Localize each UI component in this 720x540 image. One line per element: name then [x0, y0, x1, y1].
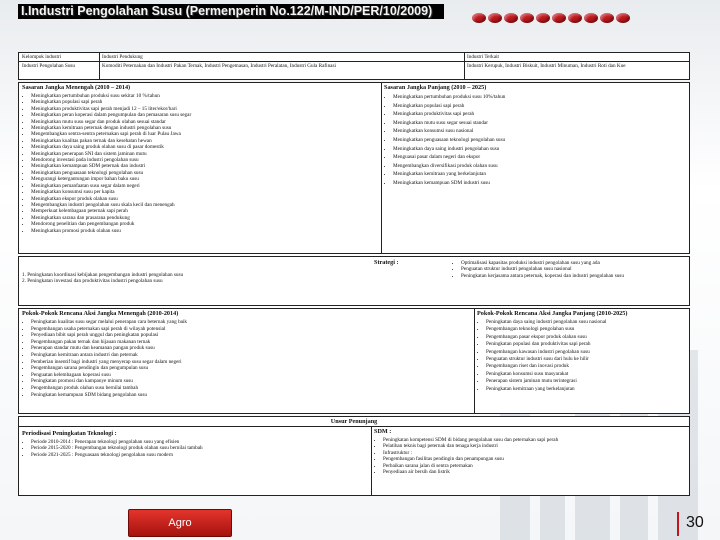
list-item: • Meningkatkan kemitraan yang berkelanjutan	[393, 170, 686, 179]
red-dot-icon	[520, 13, 534, 23]
strategy-label: Strategi :	[374, 259, 399, 266]
table-cell-kelompok: Industri Pengolahan Susu	[22, 63, 76, 69]
list-item: • Penyediaan bibit sapi perah unggul dan peningkatan populasi	[31, 332, 471, 339]
long-term-targets	[381, 83, 689, 251]
list-item: • Mengembangkan diversifikasi produk olahan susu	[393, 162, 686, 171]
strategy-item: 1. Peningkatan koordinasi kebijakan pengembangan industri pengolahan susu	[22, 272, 184, 278]
list-item: • Meningkatkan populasi sapi perah	[393, 102, 686, 111]
agro-button[interactable]: Agro	[128, 509, 232, 537]
list-item: • Meningkatkan daya saing industri pengolahan susu	[393, 145, 686, 154]
strategy-item: • Peningkatan kerjasama antara peternak, koperasi dan industri pengolahan susu	[461, 273, 686, 279]
sdm-title: SDM :	[374, 428, 392, 435]
list-item: • Pengembangan pasar ekspor produk olahan susu	[486, 334, 686, 341]
page-number: 30	[686, 514, 704, 531]
short-term-list	[22, 93, 378, 234]
list-item: • Meningkatkan ekspor produk olahan susu	[31, 196, 378, 202]
red-dot-icon	[584, 13, 598, 23]
list-item: • Periode 2021-2025 : Penguasaan teknologi pengolahan susu modern	[31, 452, 368, 458]
long-term-plan	[474, 309, 689, 411]
list-item: • Meningkatkan produktivitas sapi perah menjadi 12 – 15 liter/ekor/hari	[31, 106, 378, 112]
mid-plan-heading: Pokok-Pokok Rencana Aksi Jangka Menengah (2010-2014)	[22, 310, 179, 317]
mid-term-plan	[19, 309, 474, 411]
list-item: • Meningkatkan mutu susu segar sesuai standar	[393, 119, 686, 128]
sdm-infra	[371, 427, 689, 476]
list-item: • Meningkatkan pertumbuhan produksi susu sekitar 10 %/tahun	[31, 93, 378, 99]
list-item: • Mengurangi ketergantungan impor bahan baku susu	[31, 176, 378, 182]
action-plan-section	[18, 308, 690, 414]
strategy-item: • Penguatan struktur industri pengolahan susu nasional	[461, 266, 686, 272]
support-section	[18, 416, 690, 496]
red-dot-icon	[488, 13, 502, 23]
list-item: • Meningkatkan daya saing produk olahan susu di pasar domestik	[31, 144, 378, 150]
list-item: • Pengembangan sarana pendingin dan pengumpulan susu	[31, 365, 471, 372]
list-item: • Peningkatan kemampuan SDM bidang pengolahan susu	[31, 392, 471, 399]
list-item: • Peningkatan populasi dan produktivitas sapi perah	[486, 341, 686, 348]
red-dot-icon	[504, 13, 518, 23]
list-item: • Memperkuat kelembagaan peternak sapi perah	[31, 208, 378, 214]
list-item: • Meningkatkan mutu susu segar dan produk olahan sesuai standar	[31, 119, 378, 125]
list-item: • Pelatihan teknis bagi peternak dan tenaga kerja industri	[383, 443, 686, 449]
list-item: • Meningkatkan promosi produk olahan susu	[31, 228, 378, 234]
strategy-right	[449, 258, 689, 280]
targets-section	[18, 82, 690, 254]
list-item: • Peningkatan daya saing industri pengolahan susu nasional	[486, 319, 686, 326]
short-term-targets	[19, 83, 381, 251]
support-heading: Unsur Penunjang	[330, 418, 378, 425]
decorative-dots	[472, 13, 630, 23]
list-item: • Meningkatkan populasi sapi perah	[31, 99, 378, 105]
list-item: • Pengembangan produk olahan susu bernilai tambah	[31, 385, 471, 392]
long-term-list	[384, 93, 686, 188]
table-cell-pendukung: Komoditi Peternakan dan Industri Pakan Ternak, Industri Pengemasan, Industri Peralatan, Industri Gula Rafinasi	[102, 63, 336, 69]
list-item: • Periode 2015-2020 : Pengembangan teknologi produk olahan susu bernilai tambah	[31, 445, 368, 451]
list-item: • Penguatan struktur industri susu dari hulu ke hilir	[486, 356, 686, 363]
table-header-kelompok: Kelompok industri	[22, 54, 62, 60]
list-item: • Penerapan standar mutu dan keamanan pangan produk susu	[31, 345, 471, 352]
list-item: • Meningkatkan konsumsi susu nasional	[393, 127, 686, 136]
list-item: • Penerapan sistem jaminan mutu terintegrasi	[486, 378, 686, 385]
red-dot-icon	[600, 13, 614, 23]
strategy-item: 2. Peningkatan investasi dan produktivitas industri pengolahan susu	[22, 278, 163, 285]
industry-table	[18, 52, 690, 80]
list-item: • Meningkatkan kemitraan peternak dengan industri pengolahan susu	[31, 125, 378, 131]
list-item: • Meningkatkan penguasaan teknologi pengolahan susu	[31, 170, 378, 176]
list-item: • Meningkatkan penguasaan teknologi pengolahan susu	[393, 136, 686, 145]
list-item: • Pengembangan kawasan industri pengolahan susu	[486, 349, 686, 356]
page-number-rule	[677, 512, 679, 536]
red-dot-icon	[616, 13, 630, 23]
list-item: • Meningkatkan kemampuan SDM peternak dan industri	[31, 163, 378, 169]
long-plan-heading: Pokok-Pokok Rencana Aksi Jangka Panjang (2010-2025)	[477, 310, 628, 317]
list-item: • Meningkatkan pertumbuhan produksi susu 10%/tahun	[393, 93, 686, 102]
list-item: • Pengembangan fasilitas pendingin dan penampungan susu	[383, 456, 686, 462]
long-term-heading: Sasaran Jangka Panjang (2010 – 2025)	[384, 84, 487, 91]
list-item: • Peningkatan kualitas susu segar melalui penerapan cara beternak yang baik	[31, 319, 471, 326]
table-header-pendukung: Industri Pendukung	[102, 54, 143, 60]
list-item: • Peningkatan kemitraan yang berkelanjutan	[486, 386, 686, 393]
strategy-item: • Optimalisasi kapasitas produksi industri pengolahan susu yang ada	[461, 260, 686, 266]
list-item: • Perbaikan sarana jalan di sentra peternakan	[383, 463, 686, 469]
strategy-section	[18, 256, 690, 306]
list-item: • Infrastruktur :	[383, 450, 686, 456]
list-item: • Penyediaan air bersih dan listrik	[383, 469, 686, 475]
list-item: • Meningkatkan konsumsi susu per kapita	[31, 189, 378, 195]
list-item: • Peningkatan konsumsi susu masyarakat	[486, 371, 686, 378]
red-dot-icon	[568, 13, 582, 23]
list-item: • Meningkatkan kualitas pakan ternak dan kesehatan hewan	[31, 138, 378, 144]
list-item: • Pengembangan riset dan inovasi produk	[486, 363, 686, 370]
red-dot-icon	[472, 13, 486, 23]
tech-periods	[19, 429, 371, 459]
strategy-left	[19, 271, 349, 286]
list-item: • Meningkatkan kemampuan SDM industri susu	[393, 179, 686, 188]
list-item: • Meningkatkan penerapan SNI dan sistem jaminan mutu	[31, 151, 378, 157]
list-item: • Mengembangkan industri pengolahan susu skala kecil dan menengah	[31, 202, 378, 208]
red-dot-icon	[552, 13, 566, 23]
list-item: • Penguatan kelembagaan koperasi susu	[31, 372, 471, 379]
list-item: • Meningkatkan sarana dan prasarana pendukung	[31, 215, 378, 221]
list-item: • Meningkatkan produktivitas sapi perah	[393, 110, 686, 119]
slide-title: I.Industri Pengolahan Susu (Permenperin No.122/M-IND/PER/10/2009)	[18, 4, 444, 19]
list-item: • Periode 2010-2014 : Penerapan teknologi pengolahan susu yang efisien	[31, 439, 368, 445]
tech-periods-title: Periodisasi Peningkatan Teknologi :	[22, 430, 117, 437]
short-term-heading: Sasaran Jangka Menengah (2010 – 2014)	[22, 84, 131, 91]
list-item: • Pengembangan teknologi pengolahan susu	[486, 326, 686, 333]
list-item: • Meningkatkan peran koperasi dalam pengumpulan dan pemasaran susu segar	[31, 112, 378, 118]
list-item: • Meningkatkan pemanfaatan susu segar dalam negeri	[31, 183, 378, 189]
list-item: • Peningkatan kemitraan antara industri dan peternak	[31, 352, 471, 359]
list-item: • Mengembangkan sentra-sentra peternakan sapi perah di luar Pulau Jawa	[31, 131, 378, 137]
list-item: • Peningkatan kompetensi SDM di bidang pengolahan susu dan peternakan sapi perah	[383, 437, 686, 443]
list-item: • Pengembangan usaha peternakan sapi perah di wilayah potensial	[31, 326, 471, 333]
list-item: • Pengembangan pakan ternak dan hijauan makanan ternak	[31, 339, 471, 346]
table-header-terkait: Industri Terkait	[467, 54, 499, 60]
list-item: • Pemberian insentif bagi industri yang menyerap susu segar dalam negeri	[31, 359, 471, 366]
list-item: • Mendorong penelitian dan pengembangan produk	[31, 221, 378, 227]
list-item: • Peningkatan promosi dan kampanye minum susu	[31, 378, 471, 385]
table-cell-terkait: Industri Kerupuk, Industri Biskuit, Industri Minuman, Industri Roti dan Kue	[467, 63, 626, 69]
list-item: • Mendorong investasi pada industri pengolahan susu	[31, 157, 378, 163]
red-dot-icon	[536, 13, 550, 23]
list-item: • Menguasai pasar dalam negeri dan ekspor	[393, 153, 686, 162]
